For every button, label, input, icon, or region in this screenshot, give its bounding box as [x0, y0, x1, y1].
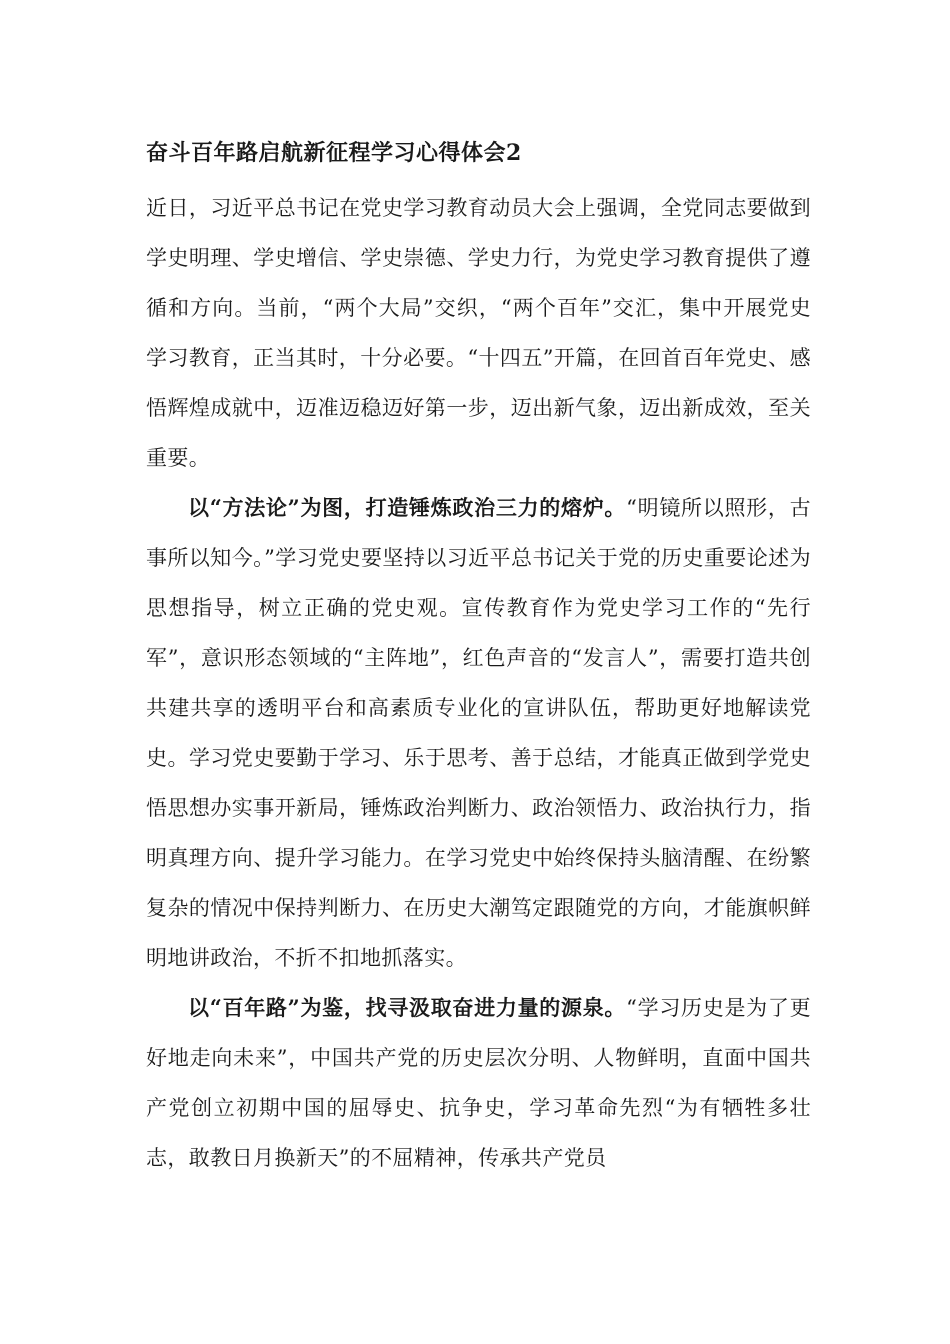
- paragraph-text: “明镜所以照形，古事所以知今。”学习党史要坚持以习近平总书记关于党的历史重要论述为思想指导，树立正确的党史观。宣传教育作为党史学习工作的“先行军”，意识形态领域的“主阵地”，红色声音的“发言人”，需要打造共创共建共享的透明平台和高素质专业化的宣讲队伍，帮助更好地解读党史。学习党史要勤于学习、乐于思考、善于总结，才能真正做到学党史悟思想办实事开新局，锤炼政治判断力、政治领悟力、政治执行力，指明真理方向、提升学习能力。在学习党史中始终保持头脑清醒、在纷繁复杂的情况中保持判断力、在历史大潮笃定跟随党的方向，才能旗帜鲜明地讲政治，不折不扣地抓落实。: [146, 496, 812, 970]
- paragraph-methodology: [146, 483, 811, 983]
- paragraph-text: 近日，习近平总书记在党史学习教育动员大会上强调，全党同志要做到学史明理、学史增信、学史崇德、学史力行，为党史学习教育提供了遵循和方向。当前，“两个大局”交织，“两个百年”交汇，集中开展党史学习教育，正当其时，十分必要。“十四五”开篇，在回首百年党史、感悟辉煌成就中，迈准迈稳迈好第一步，迈出新气象，迈出新成效，至关重要。: [146, 196, 811, 470]
- document-body: [146, 183, 811, 1183]
- paragraph-text: “学习历史是为了更好地走向未来”，中国共产党的历史层次分明、人物鲜明，直面中国共产党创立初期中国的屈辱史、抗争史，学习革命先烈“为有牺牲多壮志，敢教日月换新天”的不屈精神，传承共产党员: [146, 996, 812, 1170]
- paragraph-lead: 以“百年路”为鉴，找寻汲取奋进力量的源泉。: [188, 995, 627, 1020]
- paragraph-intro: [146, 183, 811, 483]
- paragraph-century-road: [146, 983, 811, 1183]
- paragraph-lead: 以“方法论”为图，打造锤炼政治三力的熔炉。: [188, 495, 627, 520]
- document-title: 奋斗百年路启航新征程学习心得体会2: [146, 140, 522, 166]
